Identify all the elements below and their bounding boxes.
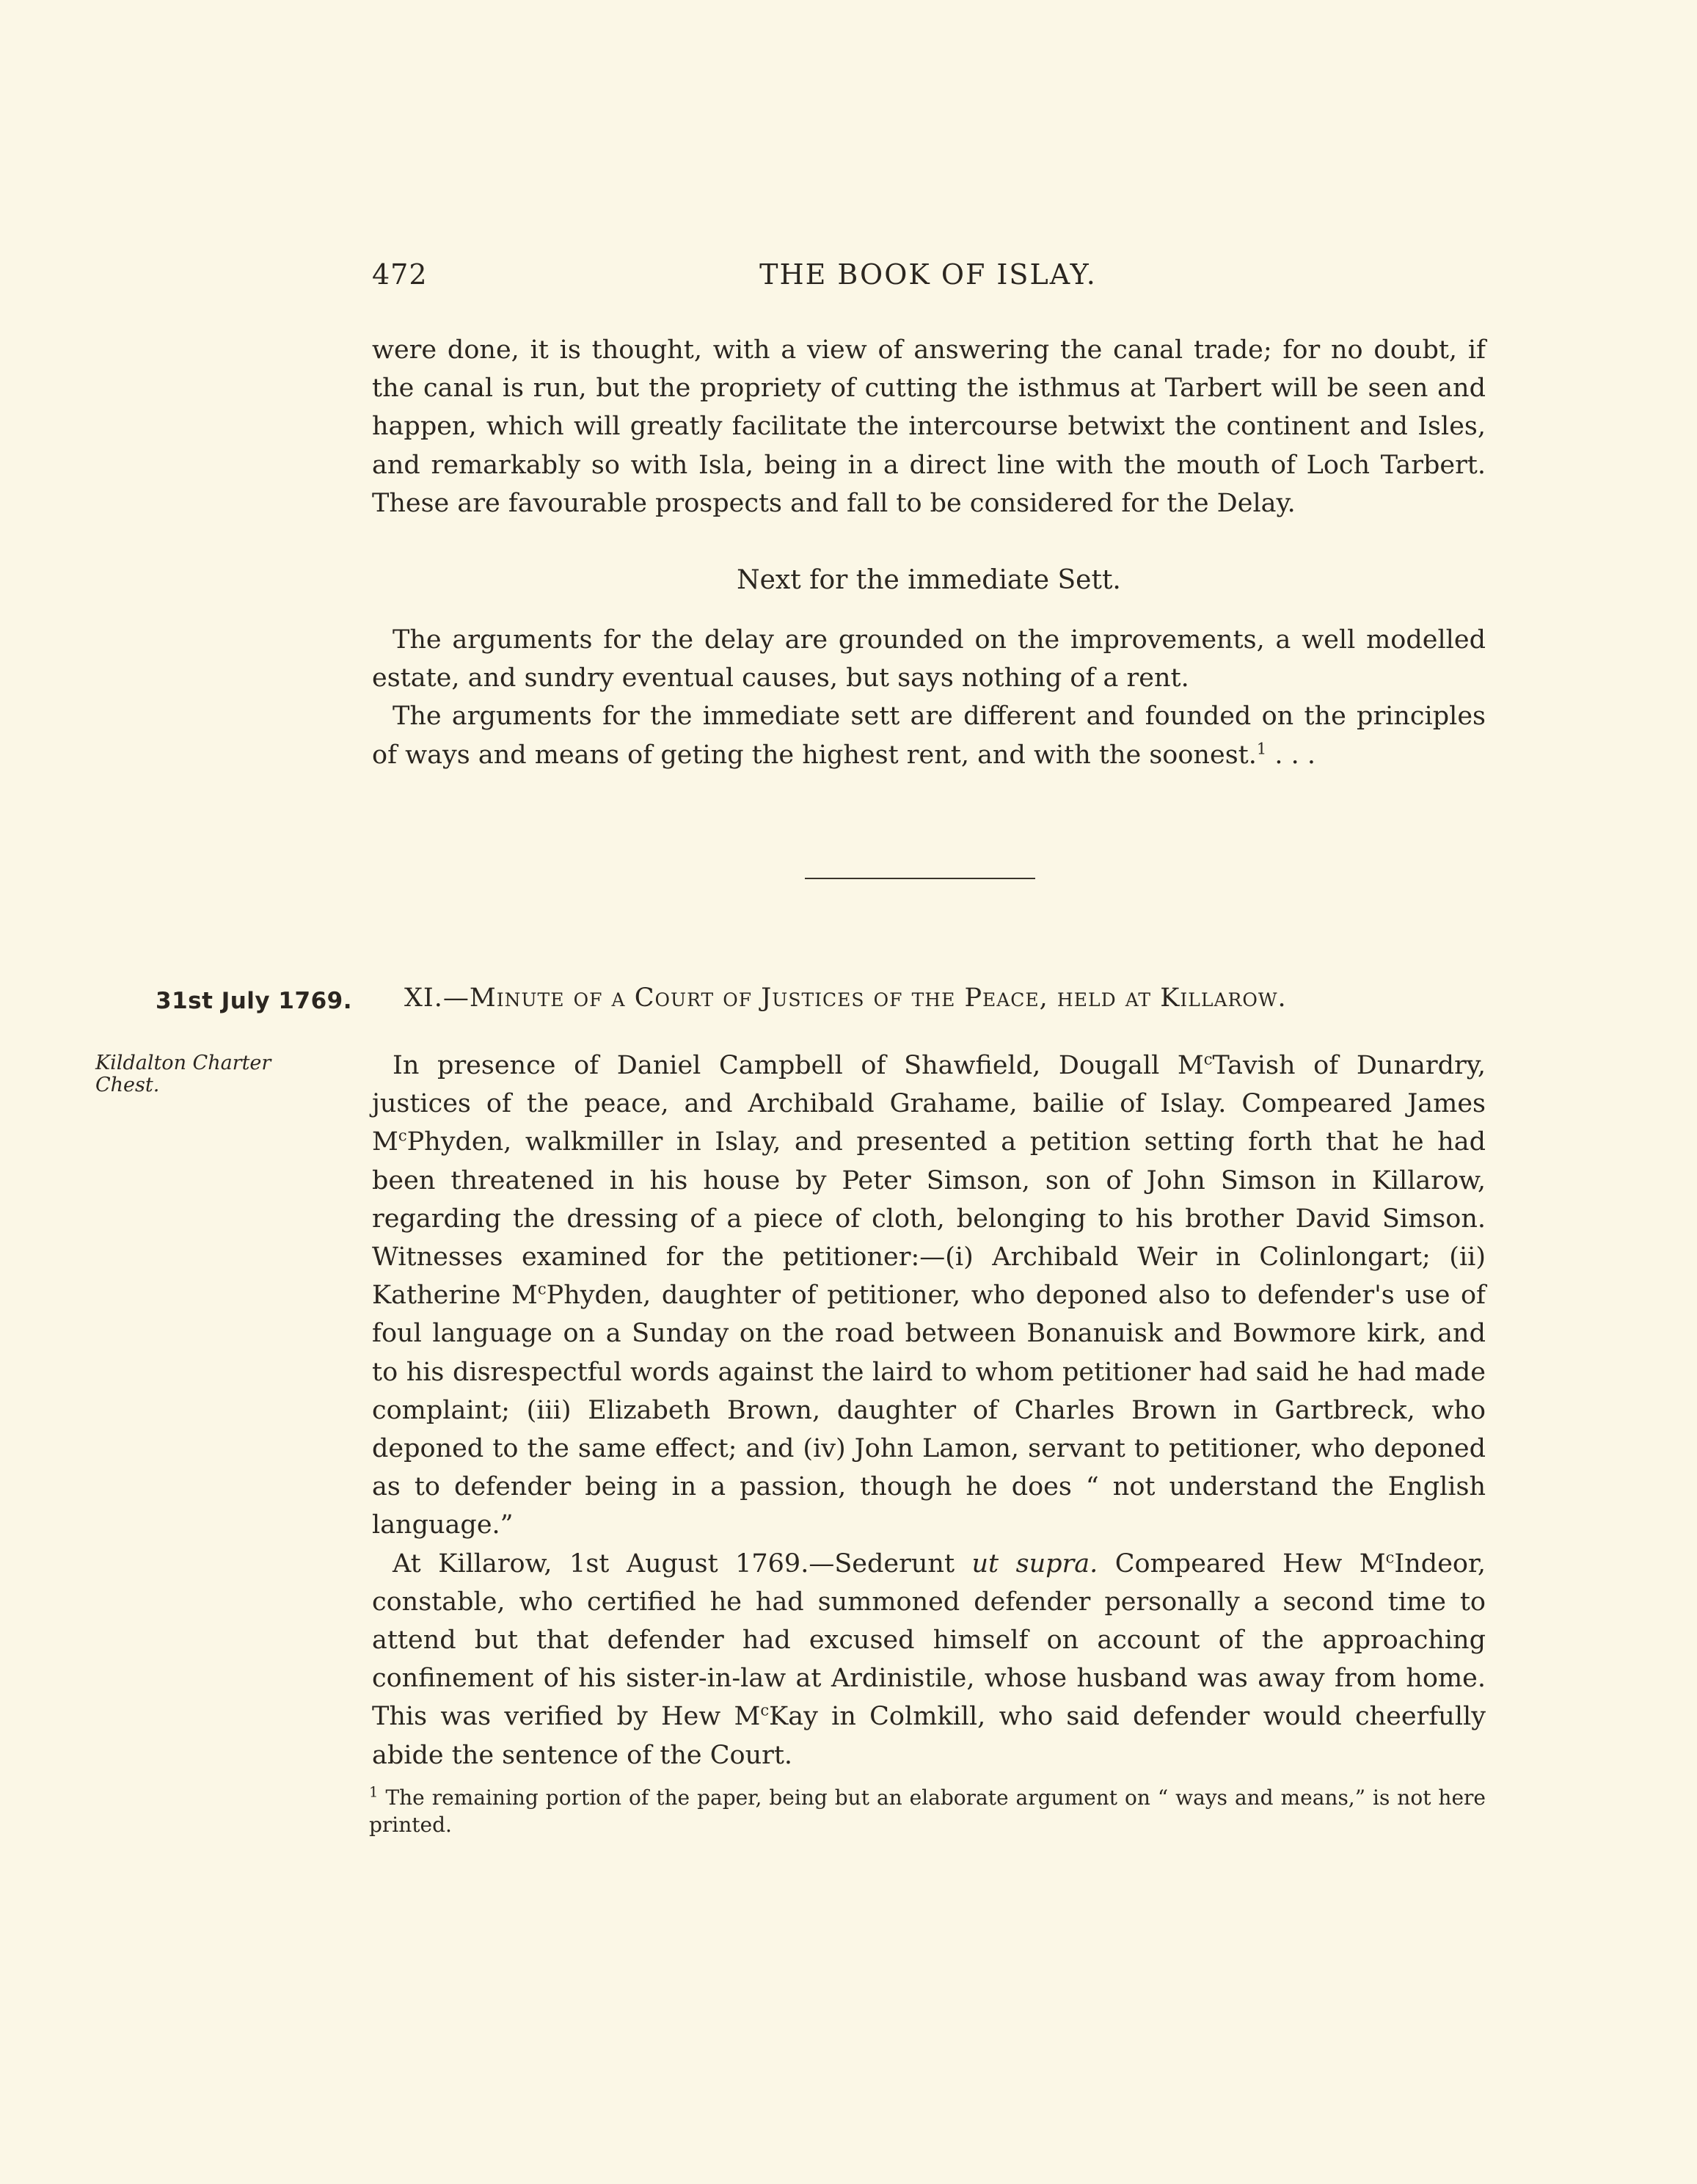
margin-source: Kildalton Charter Chest. — [95, 1052, 271, 1096]
section-xi-body — [372, 1046, 1486, 1774]
footnote-text: The remaining portion of the paper, being but an elaborate argument on “ ways and means,” is not here printed. — [369, 1786, 1486, 1837]
arguments-block — [372, 621, 1486, 774]
footnote-mark: 1 — [369, 1783, 379, 1801]
superscript: c — [537, 1280, 547, 1298]
superscript: c — [1203, 1050, 1213, 1069]
superscript: c — [760, 1701, 770, 1719]
continuation-paragraph — [372, 331, 1486, 523]
text-run: Phyden, walkmiller in Islay, and presented a petition setting forth that he had been threatened in his house by Peter Simson, son of John Simson in Killarow, regarding the dressing of a piece of cloth, belonging to his brother David Simson. Witnesses examined for the petitioner:—(i) Archibald Weir in Colinlongart; (ii) Katherine M — [372, 1127, 1486, 1311]
sett-text: The arguments for the immediate sett are different and founded on the principles of ways and means of geting the highest rent, and with the soonest. — [372, 702, 1486, 770]
delay-paragraph: The arguments for the delay are grounded on the improvements, a well modelled estate, and sundry eventual causes, but says nothing of a rent. — [372, 625, 1486, 694]
footnote — [369, 1784, 1486, 1838]
subheading: Next for the immediate Sett. — [737, 565, 1121, 595]
sett-paragraph — [372, 697, 1486, 774]
text-run: In presence of Daniel Campbell of Shawfield, Dougall M — [393, 1051, 1204, 1080]
text-run: At Killarow, 1st August 1769.—Sederunt — [393, 1548, 972, 1579]
margin-date: 31st July 1769. — [156, 988, 352, 1014]
book-title: THE BOOK OF ISLAY. — [759, 258, 1097, 291]
paragraph-text: were done, it is thought, with a view of answering the canal trade; for no doubt, if the canal is run, but the propriety of cutting the isthmus at Tarbert will be seen and happen, which will greatly facilitate the intercourse betwixt the continent and Isles, and remarkably so with Isla, being in a direct line with the mouth of Loch Tarbert. These are favourable prospects and fall to be considered for the Delay. — [372, 335, 1486, 518]
text-run: Kay in Colmkill, who said defender would cheerfully abide the sentence of the Court. — [372, 1702, 1486, 1770]
presence-paragraph — [372, 1046, 1486, 1545]
killarow-paragraph — [372, 1545, 1486, 1774]
text-run: Compeared Hew M — [1098, 1548, 1386, 1579]
section-divider — [805, 878, 1035, 879]
superscript: c — [1385, 1548, 1395, 1566]
text-run: Phyden, daughter of petitioner, who deponed also to defender's use of foul language on a Sunday on the road between Bonanuisk and Bowmore kirk, and to his disrespectful words against the laird to whom petitioner had said he had made complaint; (iii) Elizabeth Brown, daughter of Charles Brown in Gartbreck, who deponed to the same effect; and (iv) John Lamon, servant to petitioner, who deponed as to defender being in a passion, though he does “ not understand the English language.” — [372, 1281, 1486, 1540]
text-run: Indeor, constable, who certified he had summoned defender personally a second time to attend but that defender had excused himself on account of the approaching confinement of his sister-in-law at Ardinistile, whose husband was away from home. This was verified by Hew M — [372, 1548, 1486, 1732]
running-head — [372, 258, 1484, 302]
italic-phrase: ut supra. — [971, 1548, 1098, 1579]
text-run: Tavish of Dunardry, justices of the peace, and Archibald Grahame, bailie of Islay. Compeared James M — [372, 1051, 1486, 1157]
superscript: c — [398, 1126, 407, 1145]
section-heading: XI.—Minute of a Court of Justices of the Peace, held at Killarow. — [404, 983, 1287, 1013]
page-number: 472 — [372, 258, 428, 291]
ellipsis: . . . — [1266, 740, 1315, 770]
footnote-reference: 1 — [1256, 739, 1267, 757]
